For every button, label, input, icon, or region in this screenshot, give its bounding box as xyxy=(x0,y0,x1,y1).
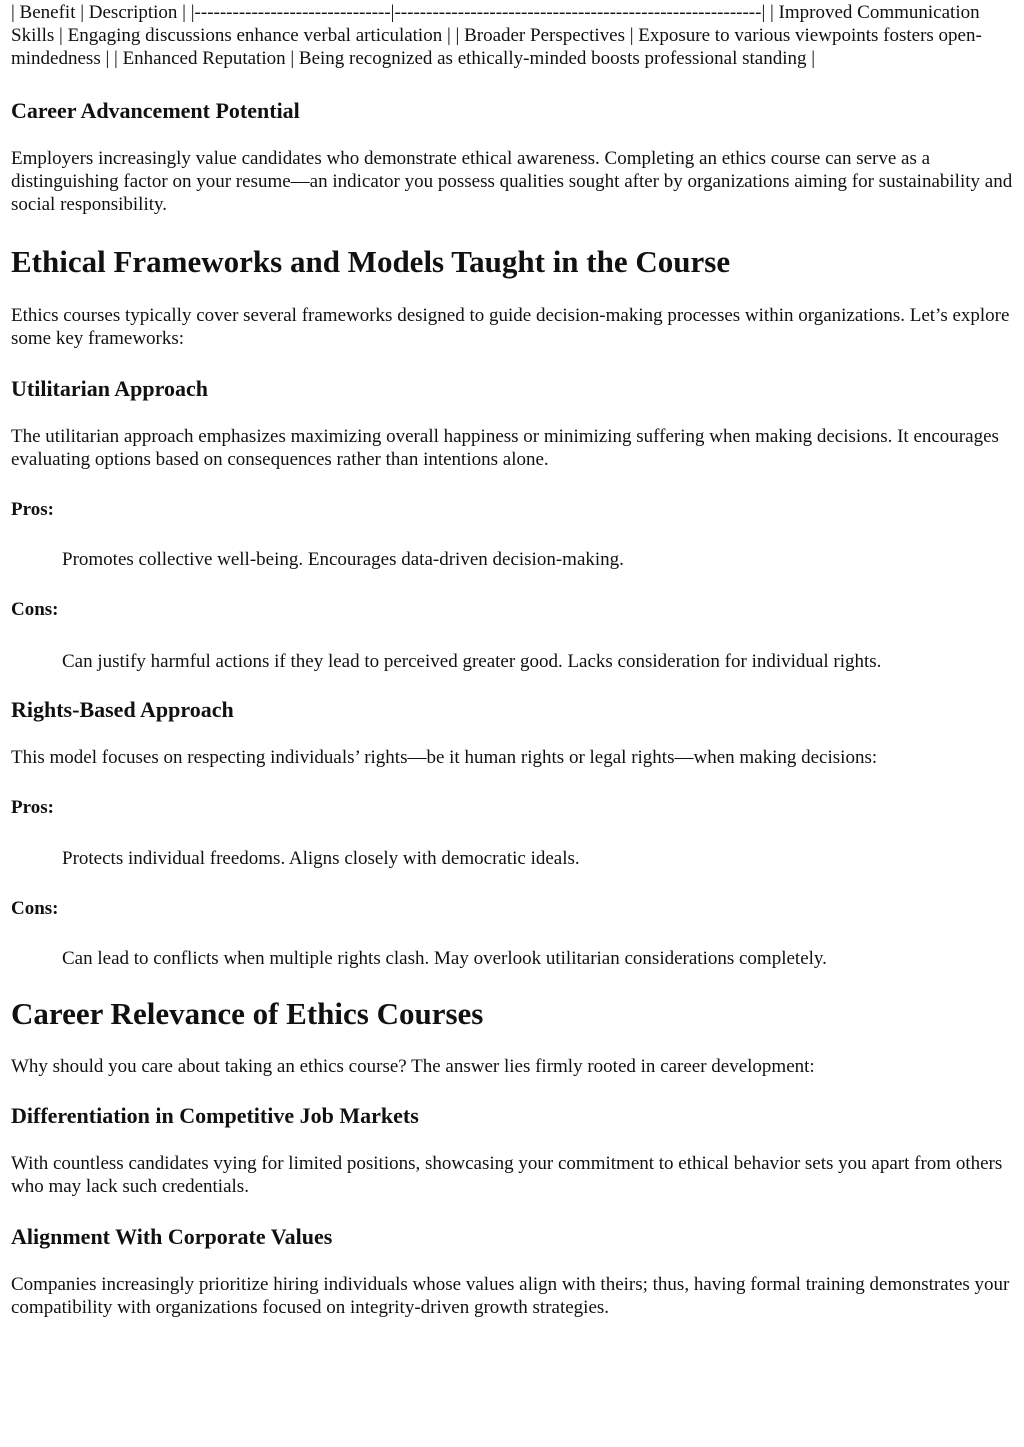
subheading-alignment: Alignment With Corporate Values xyxy=(11,1224,333,1249)
section-heading-career-advancement: Career Advancement Potential xyxy=(11,98,300,123)
section-heading-frameworks: Ethical Frameworks and Models Taught in the Course xyxy=(11,244,731,279)
utilitarian-cons-text: Can justify harmful actions if they lead to perceived greater good. Lacks consideration for individual rights. xyxy=(62,651,882,672)
rights-cons-text: Can lead to conflicts when multiple rights clash. May overlook utilitarian considerations completely. xyxy=(62,948,827,969)
utilitarian-pros-label: Pros: xyxy=(11,499,54,520)
alignment-paragraph: Companies increasingly prioritize hiring individuals whose values align with theirs; thus, having formal training demonstrates your compatibility with organizations focused on integrity-driven growth strategies. xyxy=(11,1274,1010,1318)
rights-pros-text: Protects individual freedoms. Aligns closely with democratic ideals. xyxy=(62,848,580,869)
subheading-differentiation: Differentiation in Competitive Job Markets xyxy=(11,1103,419,1128)
utilitarian-cons-label: Cons: xyxy=(11,599,59,620)
rights-pros-label: Pros: xyxy=(11,797,54,818)
subheading-utilitarian: Utilitarian Approach xyxy=(11,376,209,401)
utilitarian-pros-text: Promotes collective well-being. Encourages data-driven decision-making. xyxy=(62,549,624,570)
section-heading-career-relevance: Career Relevance of Ethics Courses xyxy=(11,996,484,1031)
subheading-rights-based: Rights-Based Approach xyxy=(11,697,234,722)
document-page xyxy=(0,1,1024,1319)
frameworks-intro-paragraph: Ethics courses typically cover several frameworks designed to guide decision-making processes within organizations. Let’s explore some key frameworks: xyxy=(11,305,1010,349)
benefits-table-text: | Benefit | Description | |-------------------------------|----------------------------------------------------------| | Improved Communication Skills | Engaging discussions enhance verbal articulation | | Broader Perspectives | Exposure to various viewpoints fosters open-mindedness | | Enhanced Reputation | Being recognized as ethically-minded boosts professional standing | xyxy=(11,2,982,69)
rights-based-paragraph: This model focuses on respecting individuals’ rights—be it human rights or legal rights—when making decisions: xyxy=(11,747,878,768)
rights-cons-label: Cons: xyxy=(11,898,59,919)
career-advancement-paragraph: Employers increasingly value candidates who demonstrate ethical awareness. Completing an ethics course can serve as a distinguishing factor on your resume—an indicator you possess qualities sought after by organizations aiming for sustainability and social responsibility. xyxy=(11,148,1013,215)
career-relevance-intro-paragraph: Why should you care about taking an ethics course? The answer lies firmly rooted in career development: xyxy=(11,1056,815,1077)
utilitarian-paragraph: The utilitarian approach emphasizes maximizing overall happiness or minimizing suffering when making decisions. It encourages evaluating options based on consequences rather than intentions alone. xyxy=(11,426,999,470)
differentiation-paragraph: With countless candidates vying for limited positions, showcasing your commitment to ethical behavior sets you apart from others who may lack such credentials. xyxy=(11,1153,1003,1197)
